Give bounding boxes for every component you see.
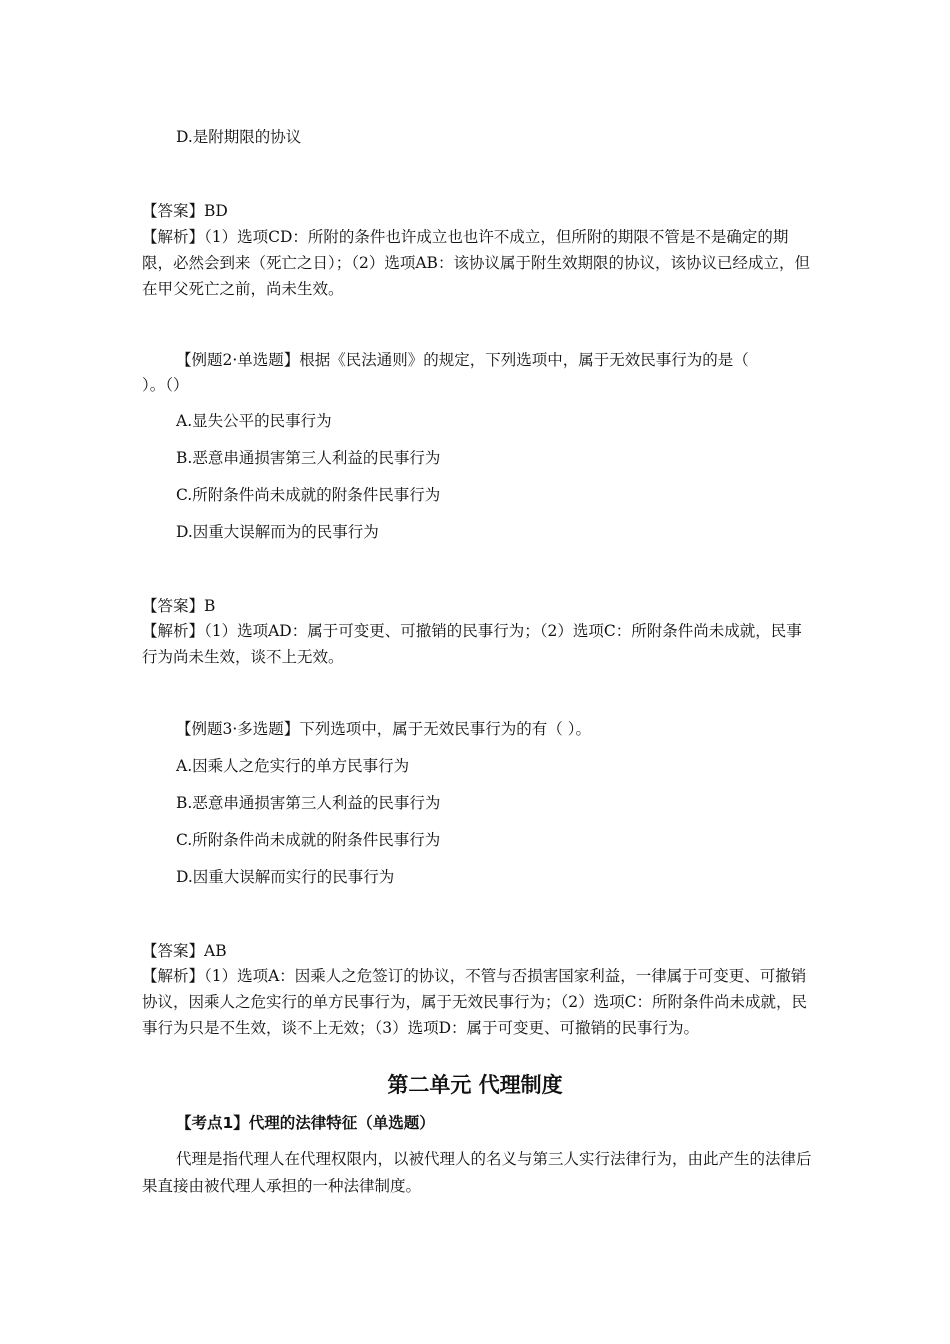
- answer: 【答案】BD: [142, 202, 228, 220]
- option-d: D.是附期限的协议: [176, 128, 302, 146]
- option-d: D.因重大误解而实行的民事行为: [176, 868, 395, 886]
- section-title: 第二单元 代理制度: [387, 1073, 563, 1097]
- analysis: 【解析】（1）选项AD：属于可变更、可撤销的民事行为；（2）选项C：所附条件尚未成就，民事行为尚未生效，谈不上无效。: [142, 622, 802, 666]
- option-c: C.所附条件尚未成就的附条件民事行为: [176, 486, 441, 504]
- kaodian-heading: 【考点1】代理的法律特征（单选题）: [176, 1114, 435, 1132]
- option-b: B.恶意串通损害第三人利益的民事行为: [176, 794, 441, 812]
- question-title-continued: ）。（）: [142, 376, 189, 394]
- intro-paragraph: 代理是指代理人在代理权限内，以被代理人的名义与第三人实行法律行为，由此产生的法律后果直接由被代理人承担的一种法律制度。: [142, 1150, 812, 1195]
- analysis: 【解析】（1）选项CD：所附的条件也许成立也也许不成立，但所附的期限不管是不是确定的期限，必然会到来（死亡之日）；（2）选项AB：该协议属于附生效期限的协议，该协议已经成立，但在甲父死亡之前，尚未生效。: [142, 228, 810, 298]
- answer: 【答案】AB: [142, 942, 227, 960]
- option-d: D.因重大误解而为的民事行为: [176, 523, 379, 541]
- analysis: 【解析】（1）选项A：因乘人之危签订的协议，不管与否损害国家利益，一律属于可变更、可撤销协议，因乘人之危实行的单方民事行为，属于无效民事行为；（2）选项C：所附条件尚未成就，民事行为只是不生效，谈不上无效；（3）选项D：属于可变更、可撤销的民事行为。: [142, 967, 807, 1037]
- answer: 【答案】B: [142, 597, 216, 615]
- question-title: 【例题3·多选题】下列选项中，属于无效民事行为的有（ ）。: [176, 720, 591, 738]
- option-a: A.显失公平的民事行为: [176, 412, 332, 430]
- option-c: C.所附条件尚未成就的附条件民事行为: [176, 831, 441, 849]
- option-a: A.因乘人之危实行的单方民事行为: [176, 757, 410, 775]
- question-title: 【例题2·单选题】根据《民法通则》的规定，下列选项中，属于无效民事行为的是（: [176, 351, 749, 369]
- option-b: B.恶意串通损害第三人利益的民事行为: [176, 449, 441, 467]
